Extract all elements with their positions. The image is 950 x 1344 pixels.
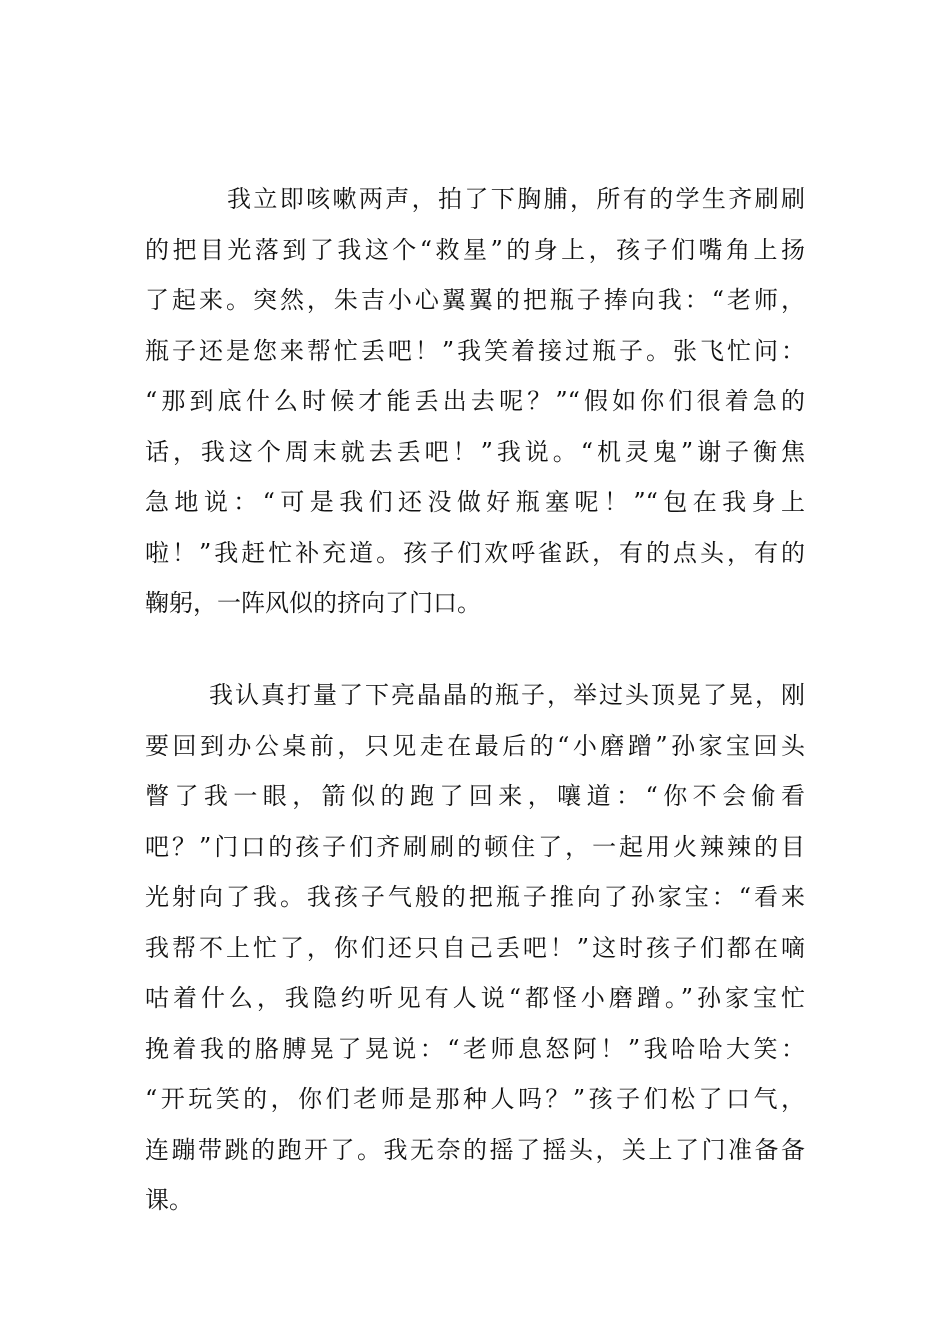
- paragraph-line: 连蹦带跳的跑开了。我无奈的摇了摇头，关上了门准备备: [145, 1135, 805, 1164]
- paragraph-line: 了起来。突然，朱吉小心翼翼的把瓶子捧向我：“老师，: [145, 286, 805, 314]
- paragraph-1: [145, 174, 805, 629]
- paragraph-line: 我帮不上忙了，你们还只自己丢吧！”这时孩子们都在嘀: [145, 933, 805, 962]
- paragraph-2: [145, 670, 805, 1226]
- paragraph-line: 急地说：“可是我们还没做好瓶塞呢！”“包在我身上: [145, 488, 805, 516]
- paragraph-line: 吧？”门口的孩子们齐刷刷的顿住了，一起用火辣辣的目: [145, 832, 805, 861]
- paragraph-line: 话，我这个周末就去丢吧！”我说。“机灵鬼”谢子衡焦: [145, 437, 805, 466]
- paragraph-line: “开玩笑的，你们老师是那种人吗？”孩子们松了口气，: [145, 1085, 805, 1113]
- paragraph-line: “那到底什么时候才能丢出去呢？”“假如你们很着急的: [145, 387, 805, 415]
- paragraph-line: 我立即咳嗽两声，拍了下胸脯，所有的学生齐刷刷: [227, 185, 805, 213]
- paragraph-line: 我认真打量了下亮晶晶的瓶子，举过头顶晃了晃，刚: [209, 681, 805, 709]
- paragraph-line: 瓶子还是您来帮忙丢吧！”我笑着接过瓶子。张飞忙问：: [145, 336, 805, 365]
- paragraph-line: 课。: [145, 1186, 193, 1214]
- paragraph-line: 的把目光落到了我这个“救星”的身上，孩子们嘴角上扬: [145, 235, 805, 264]
- paragraph-line: 挽着我的胳膊晃了晃说：“老师息怒阿！”我哈哈大笑：: [145, 1034, 805, 1063]
- paragraph-line: 啦！”我赶忙补充道。孩子们欢呼雀跃，有的点头，有的: [145, 538, 805, 567]
- paragraph-line: 咕着什么，我隐约听见有人说“都怪小磨蹭。”孙家宝忙: [145, 984, 805, 1012]
- paragraph-line: 瞥了我一眼，箭似的跑了回来，嚷道：“你不会偷看: [145, 782, 805, 810]
- paragraph-line: 鞠躬，一阵风似的挤向了门口。: [145, 589, 481, 617]
- paragraph-line: 光射向了我。我孩子气般的把瓶子推向了孙家宝：“看来: [145, 883, 805, 911]
- paragraph-line: 要回到办公桌前，只见走在最后的“小磨蹭”孙家宝回头: [145, 731, 805, 760]
